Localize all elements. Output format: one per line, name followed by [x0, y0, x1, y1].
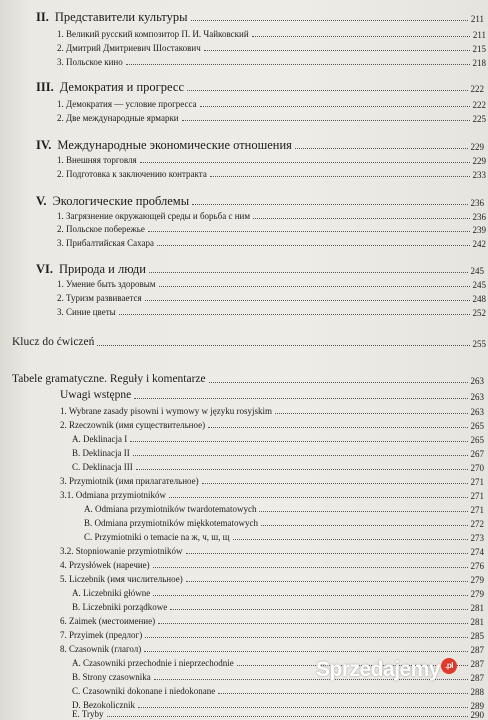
page-number: 248 [472, 294, 486, 304]
grammar-item-label: 6. Zaimek (местоимение) [60, 616, 156, 626]
toc-item-label: 2. Польское побережье [57, 224, 145, 234]
toc-item-label: 2. Две международные ярмарки [57, 113, 179, 123]
page-number: 279 [470, 589, 484, 599]
page-number: 245 [470, 266, 484, 276]
toc-item [0, 224, 488, 235]
grammar-item [0, 420, 488, 431]
toc-item-label: 1. Загрязнение окружающей среды и борьба с ним [57, 211, 251, 221]
toc-item [0, 211, 488, 222]
dot-leader [192, 204, 467, 205]
page-number: 239 [472, 225, 486, 235]
grammar-item-label: B. Strony czasownika [72, 672, 151, 682]
grammar-item [0, 434, 488, 445]
toc-item-label: 1. Умение быть здоровым [57, 279, 156, 289]
toc-item [0, 113, 488, 124]
dot-leader [186, 553, 468, 554]
grammar-item [0, 518, 488, 529]
page-number: 263 [470, 376, 484, 386]
page-number: 245 [472, 280, 486, 290]
dot-leader [134, 398, 467, 399]
page-number: 288 [470, 687, 484, 697]
grammar-item [0, 630, 488, 641]
grammar-item-label: B. Liczebniki porządkowe [72, 602, 168, 612]
grammar-item-label: B. Deklinacja II [72, 448, 130, 458]
intro-heading [0, 389, 488, 402]
page-number: 285 [470, 631, 484, 641]
page-number: 267 [470, 449, 484, 459]
grammar-item [0, 644, 488, 655]
page-number: 263 [470, 392, 484, 402]
grammar-item [0, 406, 488, 417]
grammar-item-label: 7. Przyimek (предлог) [60, 630, 143, 640]
toc-item [0, 238, 488, 249]
grammar-item-label: C. Deklinacja III [72, 462, 133, 472]
section-title: Экологические проблемы [52, 194, 190, 208]
grammar-item [0, 560, 488, 571]
page-number: 265 [470, 421, 484, 431]
page-number: 222 [472, 100, 486, 110]
toc-item-label: 1. Внешняя торговля [57, 155, 137, 165]
dot-leader [119, 314, 470, 315]
page-number: 287 [470, 673, 484, 683]
page-number: 236 [472, 212, 486, 222]
dot-leader [153, 595, 467, 596]
section-title: Международные экономические отношения [57, 138, 292, 152]
dot-leader [295, 148, 468, 149]
dot-leader [158, 623, 467, 624]
section-number: VI. [36, 262, 54, 276]
dot-leader [191, 20, 468, 21]
dot-leader [187, 90, 467, 91]
dot-leader [140, 162, 470, 163]
dot-leader [261, 525, 468, 526]
section-title: Демократия и прогресс [59, 80, 185, 94]
grammar-item-label: 3.1. Odmiana przymiotników [60, 490, 166, 500]
page-number: 242 [472, 239, 486, 249]
dot-leader [182, 120, 470, 121]
dot-leader [107, 716, 468, 717]
dot-leader [153, 567, 468, 568]
dot-leader [253, 218, 469, 219]
section-number: IV. [36, 138, 52, 152]
toc-item [0, 43, 488, 54]
dot-leader [233, 539, 468, 540]
page-number: 211 [470, 14, 484, 24]
page-number: 271 [470, 491, 484, 501]
watermark-text: Sprzedajemy [316, 658, 441, 681]
dot-leader [186, 581, 468, 582]
watermark-badge: .pl [441, 658, 457, 674]
page-number: 211 [472, 30, 486, 40]
grammar-item-label: A. Deklinacja I [72, 434, 128, 444]
toc-item [0, 307, 488, 318]
page-number: 281 [470, 617, 484, 627]
section-title: Природа и люди [59, 262, 146, 276]
grammar-item-label: A. Odmiana przymiotników twardotematowych [84, 504, 257, 514]
section-number: III. [36, 80, 54, 94]
grammar-item-label: E. Tryby [72, 709, 104, 719]
grammar-item-label: 2. Rzeczownik (имя существительное) [60, 420, 206, 430]
toc-item [0, 293, 488, 304]
dot-leader [144, 651, 467, 652]
page-number: 252 [472, 308, 486, 318]
grammar-item-label: 8. Czasownik (глагол) [60, 644, 142, 654]
grammar-item-label: C. Przymiotniki o temacie na ж, ч, ш, щ [84, 532, 230, 542]
grammar-item-label: B. Odmiana przymiotników miękkotematowych [84, 518, 258, 528]
dot-leader [200, 106, 470, 107]
grammar-item [0, 709, 488, 720]
toc-item-label: 2. Подготовка к заключению контракта [57, 169, 207, 179]
dot-leader [149, 272, 468, 273]
page-number: 271 [470, 477, 484, 487]
grammar-item [0, 546, 488, 557]
dot-leader [159, 286, 470, 287]
dot-leader [133, 455, 468, 456]
dot-leader [210, 176, 470, 177]
intro-title: Uwagi wstępne [60, 389, 132, 401]
grammar-item-label: 3. Przymiotnik (имя прилагательное) [60, 476, 199, 486]
grammar-tables-title: Tabele gramatyczne. Reguły i komentarze [12, 373, 206, 385]
page-number: 274 [470, 547, 484, 557]
page-number: 289 [470, 701, 484, 711]
section-number: II. [36, 10, 49, 24]
toc-item [0, 155, 488, 166]
section-heading [0, 10, 488, 24]
section-heading [0, 80, 488, 94]
page-number: 272 [470, 519, 484, 529]
page-number: 229 [472, 156, 486, 166]
dot-leader [130, 441, 467, 442]
toc-item-label: 3. Прибалтийская Сахара [57, 238, 155, 248]
page-number: 270 [470, 463, 484, 473]
dot-leader [252, 36, 470, 37]
toc-item-label: 1. Демократия — условие прогресса [57, 99, 197, 109]
page-number: 276 [470, 561, 484, 571]
toc-item [0, 99, 488, 110]
grammar-item [0, 448, 488, 459]
grammar-item-label: C. Czasowniki dokonane i niedokonane [72, 686, 216, 696]
grammar-item [0, 476, 488, 487]
grammar-item [0, 602, 488, 613]
section-heading [0, 194, 488, 208]
page-number: 263 [470, 407, 484, 417]
page-number: 229 [470, 142, 484, 152]
grammar-item [0, 616, 488, 627]
dot-leader [148, 231, 470, 232]
dot-leader [259, 511, 467, 512]
dot-leader [208, 427, 467, 428]
page-number: 225 [472, 114, 486, 124]
toc-item [0, 169, 488, 180]
toc-item-label: 3. Польское кино [57, 57, 123, 67]
dot-leader [275, 413, 467, 414]
grammar-item-label: 1. Wybrane zasady pisowni i wymowy w języku rosyjskim [60, 406, 273, 416]
page-number: 218 [472, 58, 486, 68]
grammar-item-label: 3.2. Stopniowanie przymiotników [60, 546, 183, 556]
grammar-item [0, 574, 488, 585]
dot-leader [170, 609, 467, 610]
page-number: 233 [472, 170, 486, 180]
dot-leader [126, 64, 470, 65]
page-number: 273 [470, 533, 484, 543]
dot-leader [136, 469, 468, 470]
answer-key-title: Klucz do ćwiczeń [12, 336, 95, 348]
page-number: 271 [470, 505, 484, 515]
page-number: 279 [470, 575, 484, 585]
grammar-item-label: 4. Przysłówek (наречие) [60, 560, 150, 570]
page-number: 222 [470, 84, 484, 94]
grammar-tables-entry [0, 373, 488, 386]
page-number: 281 [470, 603, 484, 613]
toc-item-label: 3. Синие цветы [57, 307, 116, 317]
grammar-item [0, 532, 488, 543]
toc-item-label: 2. Туризм развивается [57, 293, 142, 303]
section-heading [0, 262, 488, 276]
grammar-item [0, 504, 488, 515]
page-number: 236 [470, 198, 484, 208]
grammar-item-label: D. Bezokolicznik [72, 700, 135, 710]
dot-leader [138, 707, 468, 708]
dot-leader [169, 497, 468, 498]
page-number: 265 [470, 435, 484, 445]
section-number: V. [36, 194, 47, 208]
dot-leader [97, 345, 469, 346]
toc-item [0, 57, 488, 68]
grammar-item-label: A. Liczebniki główne [72, 588, 151, 598]
page-number: 287 [470, 659, 484, 669]
dot-leader [145, 300, 470, 301]
page-number: 287 [470, 645, 484, 655]
toc-item [0, 279, 488, 290]
page-number: 255 [472, 339, 486, 349]
toc-item-label: 2. Дмитрий Дмитриевич Шостакович [57, 43, 201, 53]
grammar-item-label: 5. Liczebnik (имя числительное) [60, 574, 183, 584]
dot-leader [157, 245, 469, 246]
grammar-item [0, 490, 488, 501]
grammar-item [0, 462, 488, 473]
section-title: Представители культуры [54, 10, 188, 24]
dot-leader [145, 637, 467, 638]
dot-leader [204, 50, 470, 51]
grammar-item-label: A. Czasowniki przechodnie i nieprzechodnie [72, 658, 234, 668]
section-heading [0, 138, 488, 152]
dot-leader [202, 483, 468, 484]
grammar-item [0, 588, 488, 599]
page-number: 215 [472, 44, 486, 54]
toc-item-label: 1. Великий русский композитор П. И. Чайковский [57, 29, 249, 39]
answer-key-entry [0, 336, 488, 349]
page-number: 290 [470, 710, 484, 720]
dot-leader [209, 382, 468, 383]
toc-item [0, 29, 488, 40]
sprzedajemy-watermark [316, 658, 476, 694]
